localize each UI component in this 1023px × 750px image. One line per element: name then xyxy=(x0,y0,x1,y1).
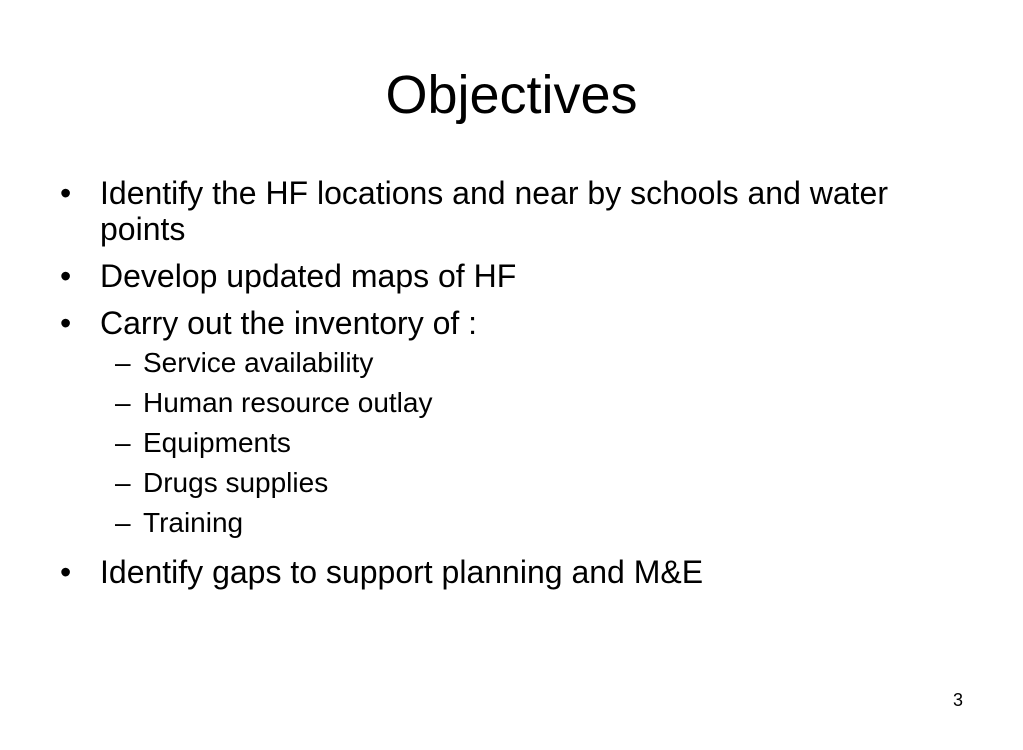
bullet-text: Identify the HF locations and near by schools and water points xyxy=(100,175,888,247)
bullet-marker: • xyxy=(60,175,72,211)
bullet-marker: • xyxy=(60,258,72,294)
sub-bullet-item xyxy=(100,423,980,463)
sub-bullet-marker: – xyxy=(115,387,131,418)
sub-bullet-marker: – xyxy=(115,347,131,378)
bullet-item xyxy=(60,258,980,294)
sub-bullet-text: Service availability xyxy=(143,347,374,378)
sub-bullet-marker: – xyxy=(115,467,131,498)
bullet-item xyxy=(60,554,980,590)
bullet-marker: • xyxy=(60,305,72,341)
bullet-marker: • xyxy=(60,554,72,590)
sub-bullet-item xyxy=(100,383,980,423)
sub-bullet-list xyxy=(100,343,980,543)
sub-bullet-item xyxy=(100,463,980,503)
slide-number: 3 xyxy=(952,690,963,710)
sub-bullet-marker: – xyxy=(115,427,131,458)
slide-title: Objectives xyxy=(385,65,638,125)
sub-bullet-text: Equipments xyxy=(143,427,291,458)
bullet-item xyxy=(60,175,980,247)
bullet-list xyxy=(60,175,980,601)
bullet-text: Identify gaps to support planning and M&E xyxy=(100,554,704,590)
sub-bullet-item xyxy=(100,343,980,383)
bullet-item xyxy=(60,305,980,543)
sub-bullet-marker: – xyxy=(115,507,131,538)
bullet-text: Develop updated maps of HF xyxy=(100,258,517,294)
sub-bullet-text: Human resource outlay xyxy=(143,387,433,418)
sub-bullet-text: Drugs supplies xyxy=(143,467,329,498)
sub-bullet-item xyxy=(100,503,980,543)
sub-bullet-text: Training xyxy=(143,507,244,538)
bullet-text: Carry out the inventory of : xyxy=(100,305,478,341)
